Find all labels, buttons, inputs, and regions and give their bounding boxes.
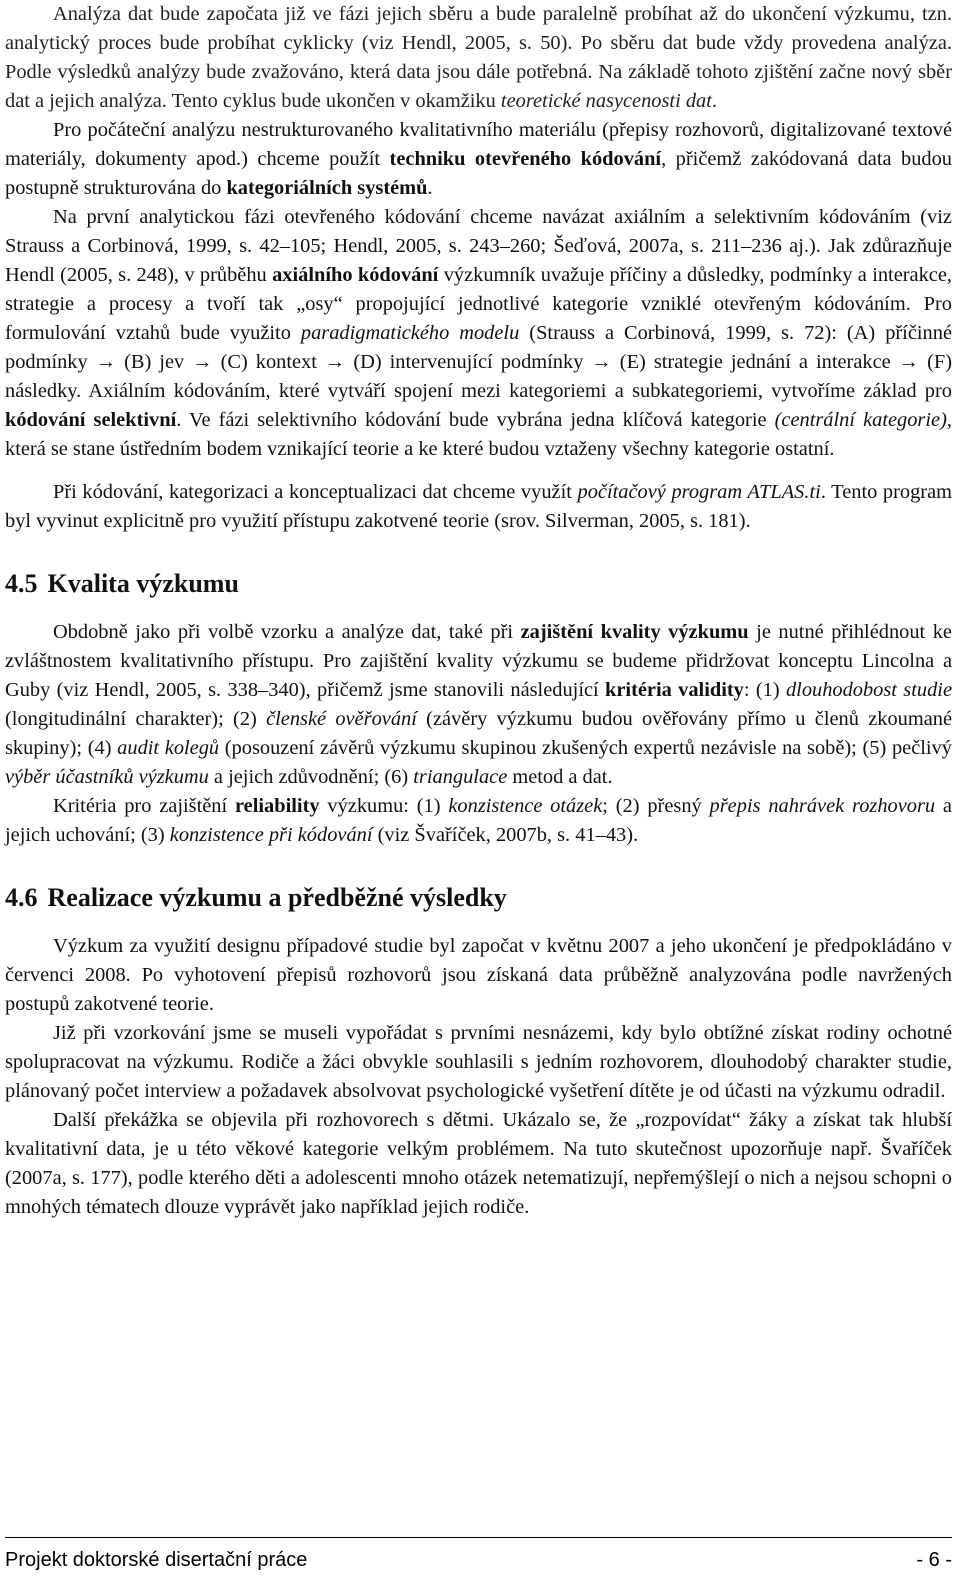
section-number: 4.5 bbox=[5, 569, 38, 598]
section-heading-4-6 bbox=[5, 882, 952, 914]
paragraph-sampling: Již při vzorkování jsme se museli vypořádat s prvními nesnázemi, kdy bylo obtížné získat rodiny ochotné spolupracovat na výzkumu. Rodiče a žáci obvykle souhlasili s jedním rozhovorem, dlouhodobý charakter studie, plánovaný počet interview a požadavek absolvovat psychologické vyšetření dítěte je od účasti na výzkumu odradil. bbox=[5, 1022, 952, 1102]
paragraph-reliability: Kritéria pro zajištění reliability výzkumu: (1) konzistence otázek; (2) přesný přepis nahrávek rozhovoru a jejich uchování; (3) konzistence při kódování (viz Švaříček, 2007b, s. 41–43). bbox=[5, 795, 952, 846]
paragraph-data-analysis: Analýza dat bude započata již ve fázi jejich sběru a bude paralelně probíhat až do ukončení výzkumu, tzn. analytický proces bude probíhat cyklicky (viz Hendl, 2005, s. 50). Po sběru dat bude vždy provedena analýza. Podle výsledků analýzy bude zvažováno, která data jsou dále potřebná. Na základě tohoto zjištění začne nový sběr dat a jejich analýza. Tento cyklus bude ukončen v okamžiku teoretické nasycenosti dat. bbox=[5, 3, 952, 112]
paragraph-validity: Obdobně jako při volbě vzorku a analýze dat, také při zajištění kvality výzkumu je nutné přihlédnout ke zvláštnostem kvalitativního přístupu. Pro zajištění kvality výzkumu se budeme přidržovat konceptu Lincolna a Guby (viz Hendl, 2005, s. 338–340), přičemž jsme stanovili následující kritéria validity: (1) dlouhodobost studie (longitudinální charakter); (2) členské ověřování (závěry výzkumu budou ověřovány přímo u členů zkoumané skupiny); (4) audit kolegů (posouzení závěrů výzkumu skupinou zkušených expertů nezávisle na sobě); (5) pečlivý výběr účastníků výzkumu a jejich zdůvodnění; (6) triangulace metod a dat. bbox=[5, 621, 953, 788]
paragraph-atlas-ti: Při kódování, kategorizaci a konceptualizaci dat chceme využít počítačový program ATLAS.ti. Tento program byl vyvinut explicitně pro využití přístupu zakotvené teorie (srov. Silverman, 2005, s. 181). bbox=[5, 481, 953, 532]
paragraph-research-start: Výzkum za využití designu případové studie byl započat v květnu 2007 a jeho ukončení je předpokládáno v červenci 2008. Po vyhotovení přepisů rozhovorů jsou získaná data průběžně analyzována podle navržených postupů zakotvené teorie. bbox=[5, 935, 952, 1015]
section-heading-4-5 bbox=[5, 568, 952, 600]
section-title: Realizace výzkumu a předběžné výsledky bbox=[47, 883, 507, 912]
document-page bbox=[5, 0, 952, 1222]
page-footer bbox=[5, 1537, 952, 1571]
page-number: - 6 - bbox=[916, 1549, 952, 1571]
footer-title: Projekt doktorské disertační práce bbox=[5, 1549, 308, 1571]
section-number: 4.6 bbox=[5, 883, 38, 912]
paragraph-open-coding: Pro počáteční analýzu nestrukturovaného kvalitativního materiálu (přepisy rozhovorů, digitalizované textové materiály, dokumenty apod.) chceme použít techniku otevřeného kódování, přičemž zakódovaná data budou postupně strukturována do kategoriálních systémů. bbox=[5, 119, 953, 199]
section-title: Kvalita výzkumu bbox=[47, 569, 239, 598]
paragraph-axial-coding: Na první analytickou fázi otevřeného kódování chceme navázat axiálním a selektivním kódováním (viz Strauss a Corbinová, 1999, s. 42–105; Hendl, 2005, s. 243–260; Šeďová, 2007a, s. 211–236 aj.). Jak zdůrazňuje Hendl (2005, s. 248), v průběhu axiálního kódování výzkumník uvažuje příčiny a důsledky, podmínky a interakce, strategie a procesy a tvoří tak „osy“ propojující jednotlivé kategorie vzniklé otevřeným kódováním. Pro formulování vztahů bude využito paradigmatického modelu (Strauss a Corbinová, 1999, s. 72): (A) příčinné podmínky → (B) jev → (C) kontext → (D) intervenující podmínky → (E) strategie jednání a interakce → (F) následky. Axiálním kódováním, které vytváří spojení mezi kategoriemi a subkategoriemi, vytvoříme základ pro kódování selektivní. Ve fázi selektivního kódování bude vybrána jedna klíčová kategorie (centrální kategorie), která se stane ústředním bodem vznikající teorie a ke které budou vztaženy všechny kategorie ostatní. bbox=[5, 206, 953, 460]
paragraph-interviews-children: Další překážka se objevila při rozhovorech s dětmi. Ukázalo se, že „rozpovídat“ žáky a získat tak hlubší kvalitativní data, je u této věkové kategorie velkým problémem. Na tuto skutečnost upozorňuje např. Švaříček (2007a, s. 177), podle kterého děti a adolescenti mnoho otázek netematizují, nepřemýšlejí o nich a nejsou schopni o mnohých tématech dlouze vyprávět jako například jejich rodiče. bbox=[5, 1109, 952, 1218]
